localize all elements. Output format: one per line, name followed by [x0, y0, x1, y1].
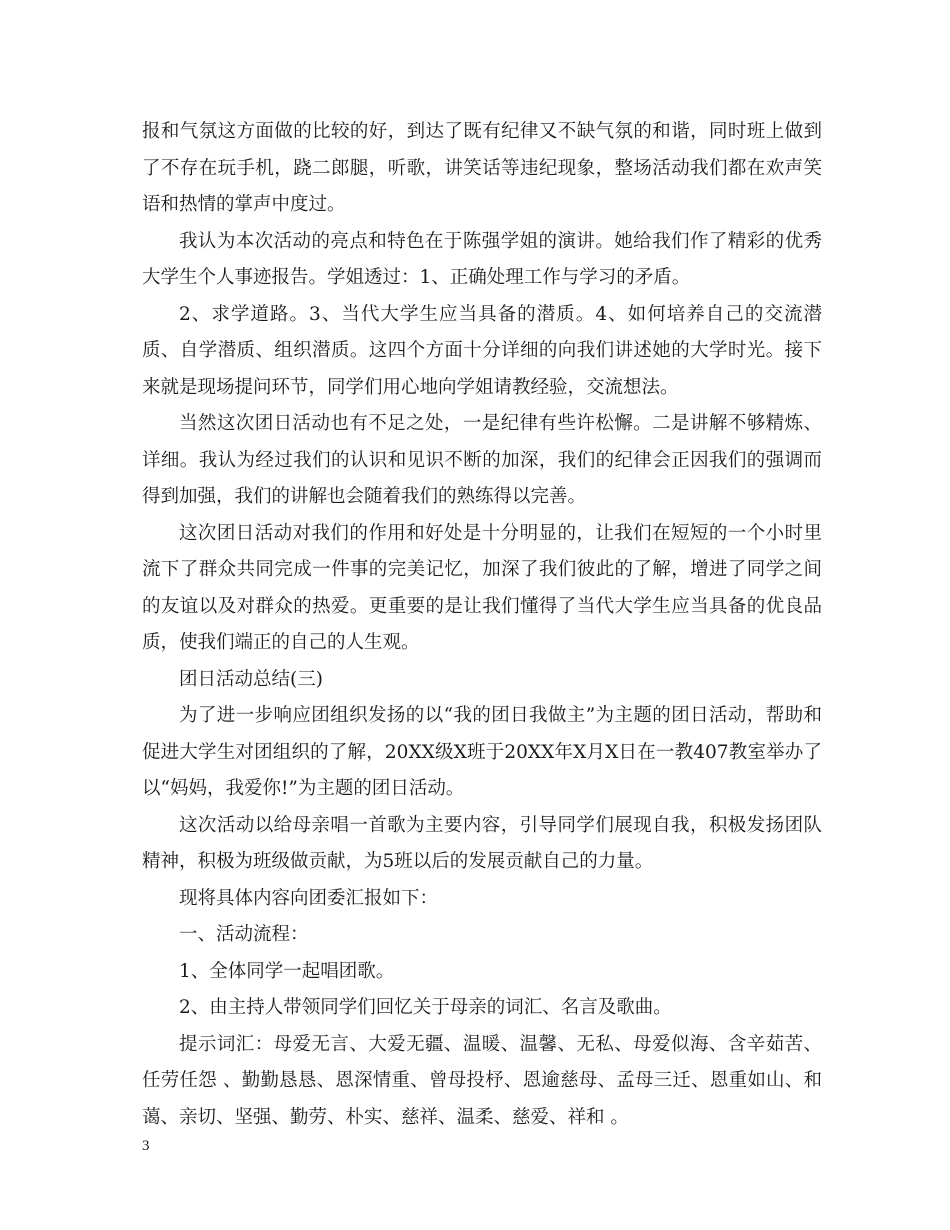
vocabulary-hint: 提示词汇：母爱无言、大爱无疆、温暖、温馨、无私、母爱似海、含辛茹苦、任劳任怨 、勤勤恳恳、恩深情重、曾母投杼、恩逾慈母、孟母三迁、恩重如山、和蔼、亲切、坚强、勤劳、朴实、慈祥、温柔、慈爱、祥和 。 [142, 1033, 822, 1128]
list-heading: 一、活动流程： [179, 924, 309, 945]
paragraph-2: 我认为本次活动的亮点和特色在于陈强学姐的演讲。她给我们作了精彩的优秀大学生个人事迹报告。学姐透过：1、正确处理工作与学习的矛盾。 [142, 230, 822, 288]
paragraph-8: 这次活动以给母亲唱一首歌为主要内容，引导同学们展现自我，积极发扬团队精神，积极为班级做贡献，为5班以后的发展贡献自己的力量。 [142, 814, 822, 872]
paragraph-7: 为了进一步响应团组织发扬的以“我的团日我做主”为主题的团日活动，帮助和促进大学生对团组织的了解，20XX级X班于20XX年X月X日在一教407教室举办了以“妈妈，我爱你!”为主题的团日活动。 [142, 705, 822, 799]
paragraph-9: 现将具体内容向团委汇报如下： [179, 887, 439, 909]
page-number: 3 [142, 1138, 150, 1154]
document-body [142, 114, 822, 1136]
list-item-1: 1、全体同学一起唱团歌。 [179, 960, 395, 982]
paragraph-1: 报和气氛这方面做的比较的好，到达了既有纪律又不缺气氛的和谐，同时班上做到了不存在玩手机，跷二郎腿，听歌，讲笑话等违纪现象，整场活动我们都在欢声笑语和热情的掌声中度过。 [142, 121, 822, 215]
paragraph-5: 这次团日活动对我们的作用和好处是十分明显的，让我们在短短的一个小时里流下了群众共同完成一件事的完美记忆，加深了我们彼此的了解，增进了同学之间的友谊以及对群众的热爱。更重要的是让我们懂得了当代大学生应当具备的优良品质，使我们端正的自己的人生观。 [142, 522, 822, 653]
paragraph-3: 2、求学道路。3、当代大学生应当具备的潜质。4、如何培养自己的交流潜质、自学潜质、组织潜质。这四个方面十分详细的向我们讲述她的大学时光。接下来就是现场提问环节，同学们用心地向学姐请教经验，交流想法。 [142, 303, 822, 398]
paragraph-4: 当然这次团日活动也有不足之处，一是纪律有些许松懈。二是讲解不够精炼、详细。我认为经过我们的认识和见识不断的加深，我们的纪律会正因我们的强调而得到加强，我们的讲解也会随着我们的熟练得以完善。 [142, 413, 822, 507]
section-heading: 团日活动总结(三) [179, 668, 323, 690]
list-item-2: 2、由主持人带领同学们回忆关于母亲的词汇、名言及歌曲。 [179, 997, 672, 1018]
